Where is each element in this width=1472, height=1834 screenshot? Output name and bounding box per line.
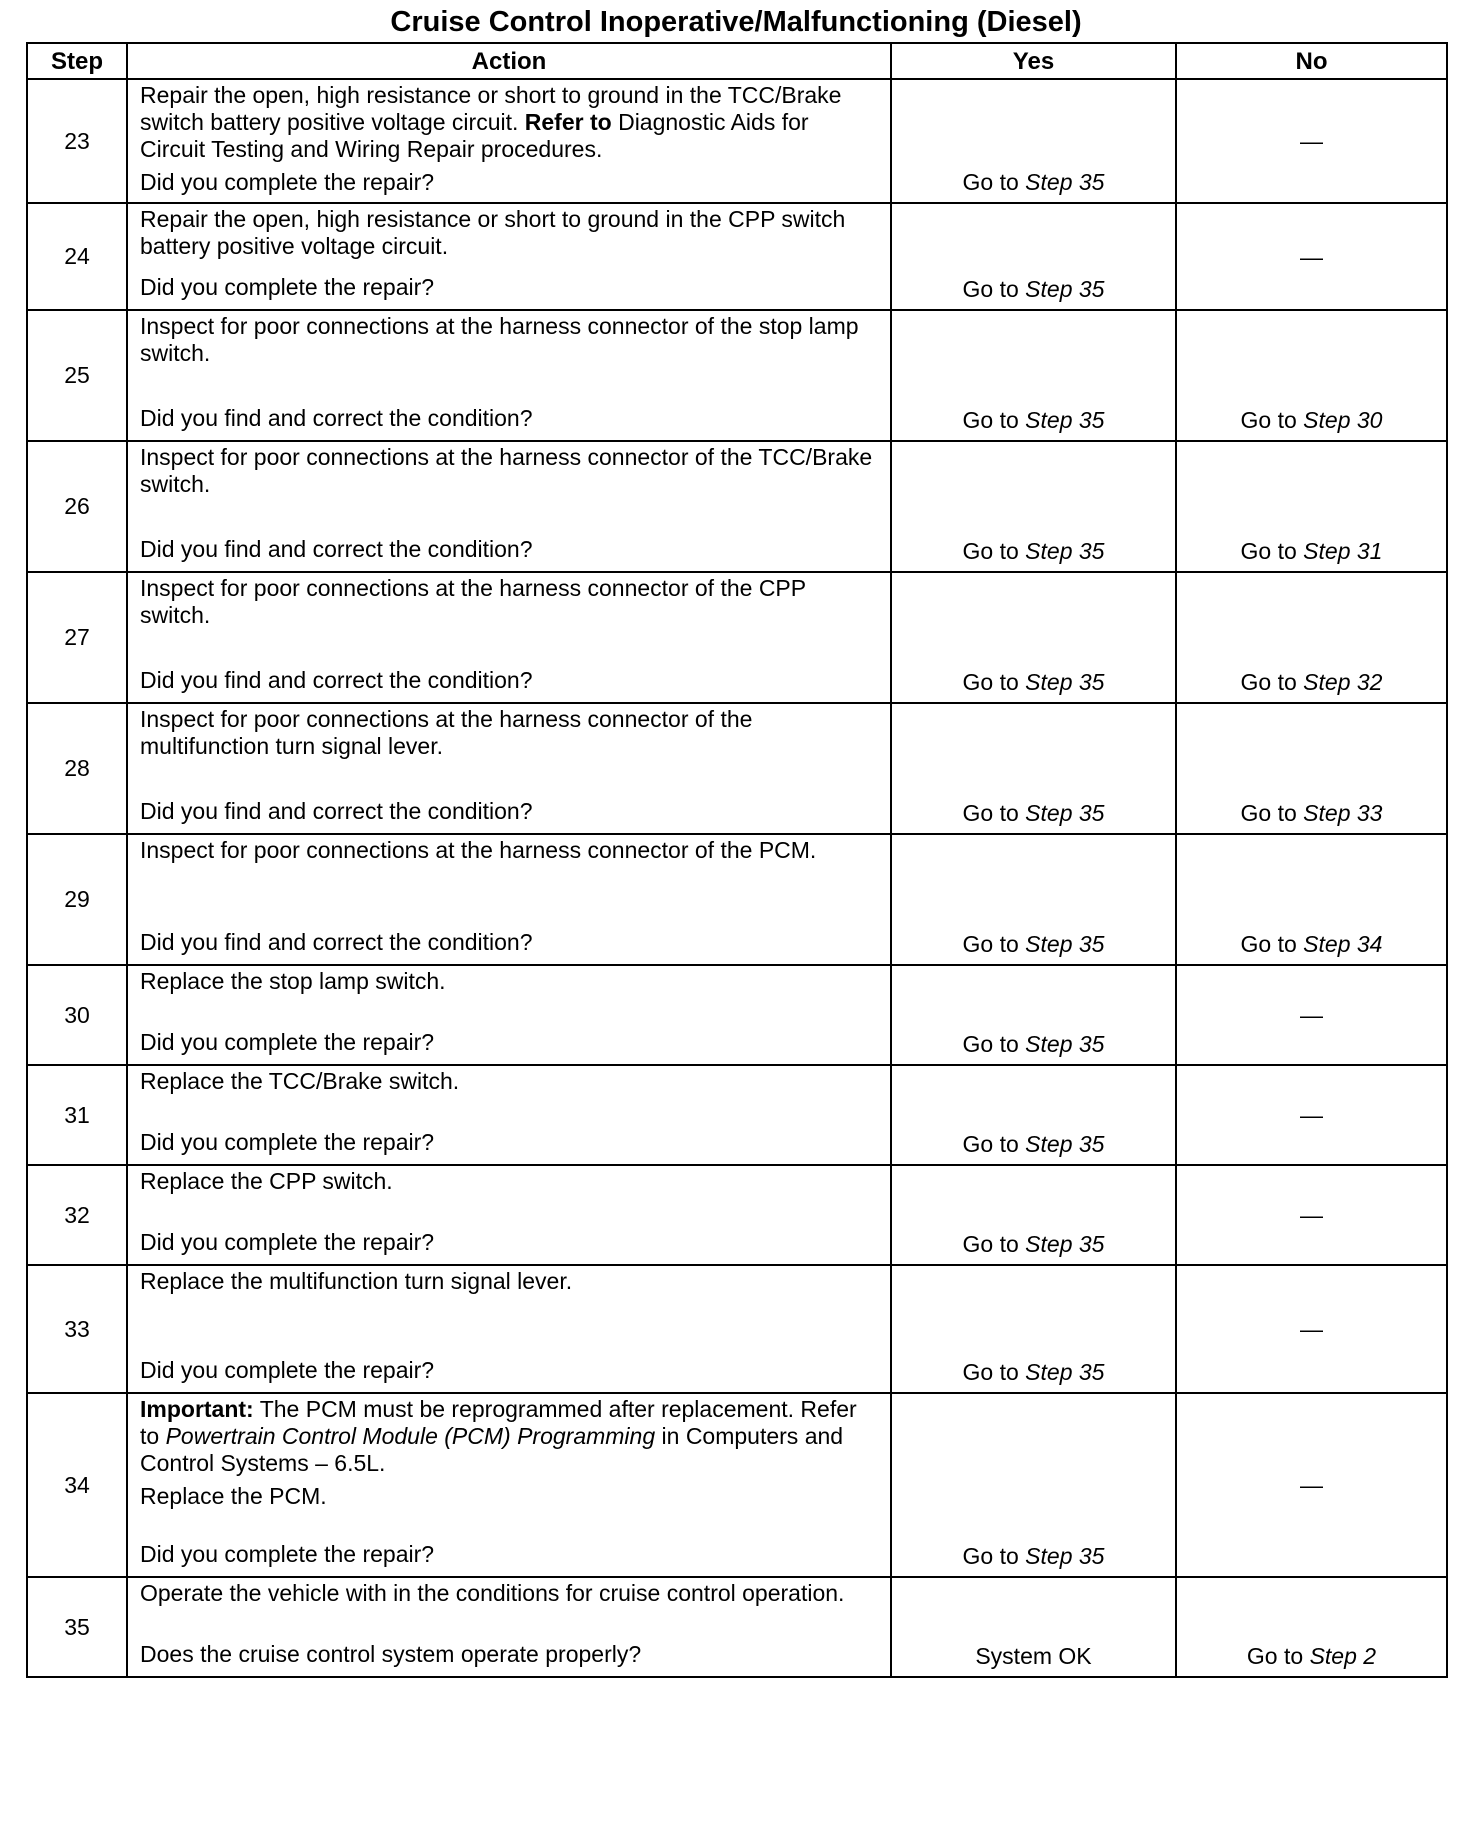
table-row bbox=[27, 703, 1447, 834]
action-question: Did you find and correct the condition? bbox=[140, 929, 533, 955]
step-link[interactable]: Step 35 bbox=[1025, 1131, 1105, 1157]
action-text: Repair the open, high resistance or short to ground in the CPP switch battery positive voltage circuit. bbox=[140, 206, 846, 259]
step-link[interactable]: Step 31 bbox=[1303, 538, 1383, 564]
yes-cell: Go to Step 35 bbox=[891, 703, 1176, 834]
table-row bbox=[27, 572, 1447, 703]
step-link[interactable]: Step 34 bbox=[1303, 931, 1383, 957]
table-row bbox=[27, 1265, 1447, 1393]
yes-cell: Go to Step 35 bbox=[891, 1265, 1176, 1393]
action-question: Did you complete the repair? bbox=[140, 169, 435, 195]
no-cell: — bbox=[1176, 1393, 1447, 1577]
yes-cell: Go to Step 35 bbox=[891, 79, 1176, 203]
action-cell bbox=[127, 203, 891, 310]
action-text: Inspect for poor connections at the harness connector of the PCM. bbox=[140, 837, 817, 863]
yes-cell: Go to Step 35 bbox=[891, 203, 1176, 310]
no-cell: Go to Step 34 bbox=[1176, 834, 1447, 965]
action-question: Did you complete the repair? bbox=[140, 1229, 435, 1255]
no-cell: Go to Step 31 bbox=[1176, 441, 1447, 572]
yes-cell: Go to Step 35 bbox=[891, 1393, 1176, 1577]
action-cell bbox=[127, 79, 891, 203]
action-question: Did you complete the repair? bbox=[140, 1129, 435, 1155]
step-link[interactable]: Step 32 bbox=[1303, 669, 1383, 695]
yes-cell: Go to Step 35 bbox=[891, 834, 1176, 965]
step-link[interactable]: Step 35 bbox=[1025, 931, 1105, 957]
action-question: Did you complete the repair? bbox=[140, 1357, 435, 1383]
action-cell bbox=[127, 310, 891, 441]
action-text: Inspect for poor connections at the harness connector of the stop lamp switch. bbox=[140, 313, 859, 366]
action-text: Replace the PCM. bbox=[140, 1483, 327, 1509]
action-question: Did you complete the repair? bbox=[140, 1029, 435, 1055]
yes-cell: Go to Step 35 bbox=[891, 310, 1176, 441]
action-cell bbox=[127, 965, 891, 1065]
action-question: Does the cruise control system operate properly? bbox=[140, 1641, 642, 1667]
header-action: Action bbox=[127, 43, 891, 79]
step-link[interactable]: Step 30 bbox=[1303, 407, 1383, 433]
table-row bbox=[27, 1065, 1447, 1165]
action-text: Replace the stop lamp switch. bbox=[140, 968, 446, 994]
no-cell: Go to Step 30 bbox=[1176, 310, 1447, 441]
step-number: 30 bbox=[27, 965, 127, 1065]
action-cell bbox=[127, 572, 891, 703]
important-note: Important: The PCM must be reprogrammed after replacement. Refer to Powertrain Control Module (PCM) Programming in Computers and Control Systems – 6.5L. bbox=[140, 1396, 857, 1476]
no-cell: Go to Step 32 bbox=[1176, 572, 1447, 703]
table-row bbox=[27, 203, 1447, 310]
step-number: 28 bbox=[27, 703, 127, 834]
step-link[interactable]: Step 35 bbox=[1025, 1543, 1105, 1569]
action-question: Did you find and correct the condition? bbox=[140, 405, 533, 431]
action-text: Repair the open, high resistance or short to ground in the TCC/Brake switch battery positive voltage circuit. Refer to Diagnostic Aids for Circuit Testing and Wiring Repair procedures. bbox=[140, 82, 842, 162]
yes-cell: Go to Step 35 bbox=[891, 965, 1176, 1065]
header-row bbox=[27, 43, 1447, 79]
yes-cell: Go to Step 35 bbox=[891, 1065, 1176, 1165]
step-number: 32 bbox=[27, 1165, 127, 1265]
no-cell: — bbox=[1176, 203, 1447, 310]
step-link[interactable]: Step 35 bbox=[1025, 407, 1105, 433]
step-number: 31 bbox=[27, 1065, 127, 1165]
yes-cell: System OK bbox=[891, 1577, 1176, 1677]
table-row bbox=[27, 834, 1447, 965]
step-link[interactable]: Step 35 bbox=[1025, 538, 1105, 564]
no-cell: Go to Step 2 bbox=[1176, 1577, 1447, 1677]
table-row bbox=[27, 1577, 1447, 1677]
step-number: 35 bbox=[27, 1577, 127, 1677]
step-number: 23 bbox=[27, 79, 127, 203]
step-number: 33 bbox=[27, 1265, 127, 1393]
step-number: 26 bbox=[27, 441, 127, 572]
step-link[interactable]: Step 35 bbox=[1025, 669, 1105, 695]
no-cell: — bbox=[1176, 965, 1447, 1065]
action-text: Inspect for poor connections at the harness connector of the CPP switch. bbox=[140, 575, 806, 628]
step-link[interactable]: Step 33 bbox=[1303, 800, 1383, 826]
action-cell bbox=[127, 1265, 891, 1393]
action-cell bbox=[127, 703, 891, 834]
yes-cell: Go to Step 35 bbox=[891, 572, 1176, 703]
no-cell: — bbox=[1176, 1065, 1447, 1165]
step-number: 24 bbox=[27, 203, 127, 310]
action-cell bbox=[127, 1165, 891, 1265]
action-cell bbox=[127, 1065, 891, 1165]
action-text: Inspect for poor connections at the harness connector of the multifunction turn signal lever. bbox=[140, 706, 753, 759]
yes-cell: Go to Step 35 bbox=[891, 1165, 1176, 1265]
action-text: Replace the TCC/Brake switch. bbox=[140, 1068, 460, 1094]
page-title: Cruise Control Inoperative/Malfunctioning (Diesel) bbox=[390, 6, 1082, 38]
table-row bbox=[27, 1165, 1447, 1265]
no-cell: — bbox=[1176, 1265, 1447, 1393]
action-question: Did you find and correct the condition? bbox=[140, 667, 533, 693]
header-no: No bbox=[1176, 43, 1447, 79]
action-question: Did you find and correct the condition? bbox=[140, 798, 533, 824]
programming-link[interactable]: Powertrain Control Module (PCM) Programming bbox=[165, 1423, 656, 1449]
action-cell bbox=[127, 441, 891, 572]
step-link[interactable]: Step 35 bbox=[1025, 1359, 1105, 1385]
step-link[interactable]: Step 35 bbox=[1025, 1031, 1105, 1057]
step-number: 29 bbox=[27, 834, 127, 965]
table-row bbox=[27, 441, 1447, 572]
step-link[interactable]: Step 35 bbox=[1025, 276, 1105, 302]
table-row bbox=[27, 1393, 1447, 1577]
no-cell: — bbox=[1176, 1165, 1447, 1265]
step-link[interactable]: Step 35 bbox=[1025, 169, 1105, 195]
action-cell bbox=[127, 834, 891, 965]
action-cell bbox=[127, 1393, 891, 1577]
step-number: 25 bbox=[27, 310, 127, 441]
action-text: Replace the CPP switch. bbox=[140, 1168, 393, 1194]
header-step: Step bbox=[27, 43, 127, 79]
step-number: 34 bbox=[27, 1393, 127, 1577]
action-text: Operate the vehicle with in the conditions for cruise control operation. bbox=[140, 1580, 845, 1606]
step-link[interactable]: Step 35 bbox=[1025, 800, 1105, 826]
action-question: Did you complete the repair? bbox=[140, 1541, 435, 1567]
action-question: Did you complete the repair? bbox=[140, 274, 435, 300]
yes-cell: Go to Step 35 bbox=[891, 441, 1176, 572]
action-text: Inspect for poor connections at the harness connector of the TCC/Brake switch. bbox=[140, 444, 873, 497]
header-yes: Yes bbox=[891, 43, 1176, 79]
diagnostic-table bbox=[26, 42, 1448, 1678]
action-text: Replace the multifunction turn signal lever. bbox=[140, 1268, 573, 1294]
table-row bbox=[27, 79, 1447, 203]
step-link[interactable]: Step 2 bbox=[1309, 1643, 1377, 1669]
no-cell: Go to Step 33 bbox=[1176, 703, 1447, 834]
action-cell bbox=[127, 1577, 891, 1677]
step-link[interactable]: Step 35 bbox=[1025, 1231, 1105, 1257]
table-row bbox=[27, 310, 1447, 441]
table-row bbox=[27, 965, 1447, 1065]
no-cell: — bbox=[1176, 79, 1447, 203]
action-question: Did you find and correct the condition? bbox=[140, 536, 533, 562]
step-number: 27 bbox=[27, 572, 127, 703]
